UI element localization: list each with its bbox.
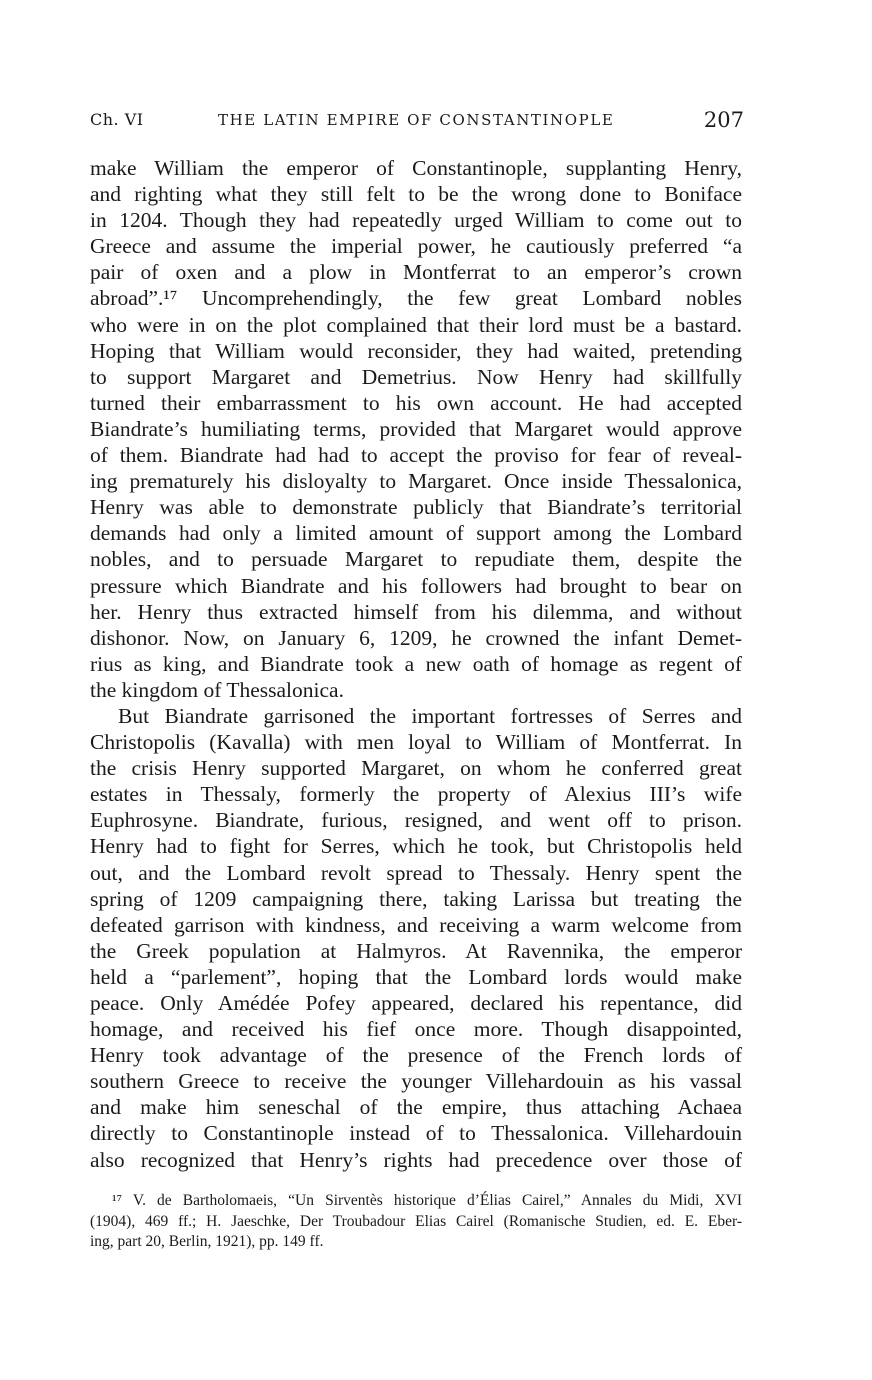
chapter-label: Ch. VI	[90, 110, 144, 129]
text-line: the kingdom of Thessalonica.	[90, 677, 344, 702]
text-line: estates in Thessaly, formerly the property of Alexius III’s wife	[90, 782, 742, 807]
footnote-line: ¹⁷ V. de Bartholomaeis, “Un Sirventès historique d’Élias Cairel,” Annales du Midi, XVI	[112, 1192, 742, 1209]
paragraph-start-line: But Biandrate garrisoned the important fortresses of Serres and	[118, 703, 742, 728]
text-line: spring of 1209 campaigning there, taking Larissa but treating the	[90, 886, 742, 911]
footnote-line: ing, part 20, Berlin, 1921), pp. 149 ff.	[90, 1233, 324, 1250]
text-line: Euphrosyne. Biandrate, furious, resigned, and went off to prison.	[90, 808, 742, 833]
text-line: and righting what they still felt to be the wrong done to Boniface	[90, 182, 742, 207]
text-line: Henry had to fight for Serres, which he took, but Christopolis held	[90, 834, 742, 859]
text-line: rius as king, and Biandrate took a new oath of homage as regent of	[90, 651, 742, 676]
text-line: ing prematurely his disloyalty to Margaret. Once inside Thessalonica,	[90, 469, 742, 494]
text-line: pressure which Biandrate and his followers had brought to bear on	[90, 573, 742, 598]
text-line: out, and the Lombard revolt spread to Thessaly. Henry spent the	[90, 860, 742, 885]
text-line: and make him seneschal of the empire, thus attaching Achaea	[90, 1095, 742, 1120]
text-line: held a “parlement”, hoping that the Lombard lords would make	[90, 964, 742, 989]
text-line: dishonor. Now, on January 6, 1209, he crowned the infant Demet-	[90, 625, 742, 650]
text-line: homage, and received his fief once more. Though disappointed,	[90, 1017, 742, 1042]
text-line: southern Greece to receive the younger Villehardouin as his vassal	[90, 1069, 742, 1094]
text-line: abroad”.¹⁷ Uncomprehendingly, the few great Lombard nobles	[90, 286, 742, 311]
running-title: THE LATIN EMPIRE OF CONSTANTINOPLE	[218, 111, 615, 129]
text-line: the crisis Henry supported Margaret, on whom he conferred great	[90, 756, 742, 781]
text-line: defeated garrison with kindness, and receiving a warm welcome from	[90, 912, 742, 937]
text-line: pair of oxen and a plow in Montferrat to an emperor’s crown	[90, 260, 742, 285]
text-line: her. Henry thus extracted himself from his dilemma, and without	[90, 599, 742, 624]
text-line: turned their embarrassment to his own account. He had accepted	[90, 390, 742, 415]
text-line: the Greek population at Halmyros. At Ravennika, the emperor	[90, 938, 742, 963]
footnotes	[90, 1191, 742, 1253]
page-number: 207	[703, 108, 744, 132]
text-line: nobles, and to persuade Margaret to repudiate them, despite the	[90, 547, 742, 572]
body-text	[90, 155, 742, 1173]
text-line: directly to Constantinople instead of to Thessalonica. Villehardouin	[90, 1121, 742, 1146]
text-line: peace. Only Amédée Pofey appeared, declared his repentance, did	[90, 991, 742, 1015]
text-line: in 1204. Though they had repeatedly urged William to come out to	[90, 208, 742, 233]
text-line: Christopolis (Kavalla) with men loyal to William of Montferrat. In	[90, 730, 742, 755]
text-line: who were in on the plot complained that their lord must be a bastard.	[90, 312, 742, 337]
text-line: also recognized that Henry’s rights had precedence over those of	[90, 1147, 742, 1172]
text-line: Greece and assume the imperial power, he cautiously preferred “a	[90, 234, 742, 259]
text-line: demands had only a limited amount of support among the Lombard	[90, 521, 742, 546]
footnote-line: (1904), 469 ff.; H. Jaeschke, Der Troubadour Elias Cairel (Romanische Studien, ed. E. Eber-	[90, 1212, 742, 1230]
text-line: Henry took advantage of the presence of the French lords of	[90, 1043, 742, 1068]
text-line: to support Margaret and Demetrius. Now Henry had skillfully	[90, 364, 742, 389]
text-line: Hoping that William would reconsider, they had waited, pretending	[90, 338, 742, 363]
text-line: of them. Biandrate had had to accept the proviso for fear of reveal-	[90, 443, 742, 468]
text-line: Biandrate’s humiliating terms, provided that Margaret would approve	[90, 416, 742, 441]
text-line: make William the emperor of Constantinople, supplanting Henry,	[90, 156, 742, 180]
text-line: Henry was able to demonstrate publicly that Biandrate’s territorial	[90, 495, 742, 520]
